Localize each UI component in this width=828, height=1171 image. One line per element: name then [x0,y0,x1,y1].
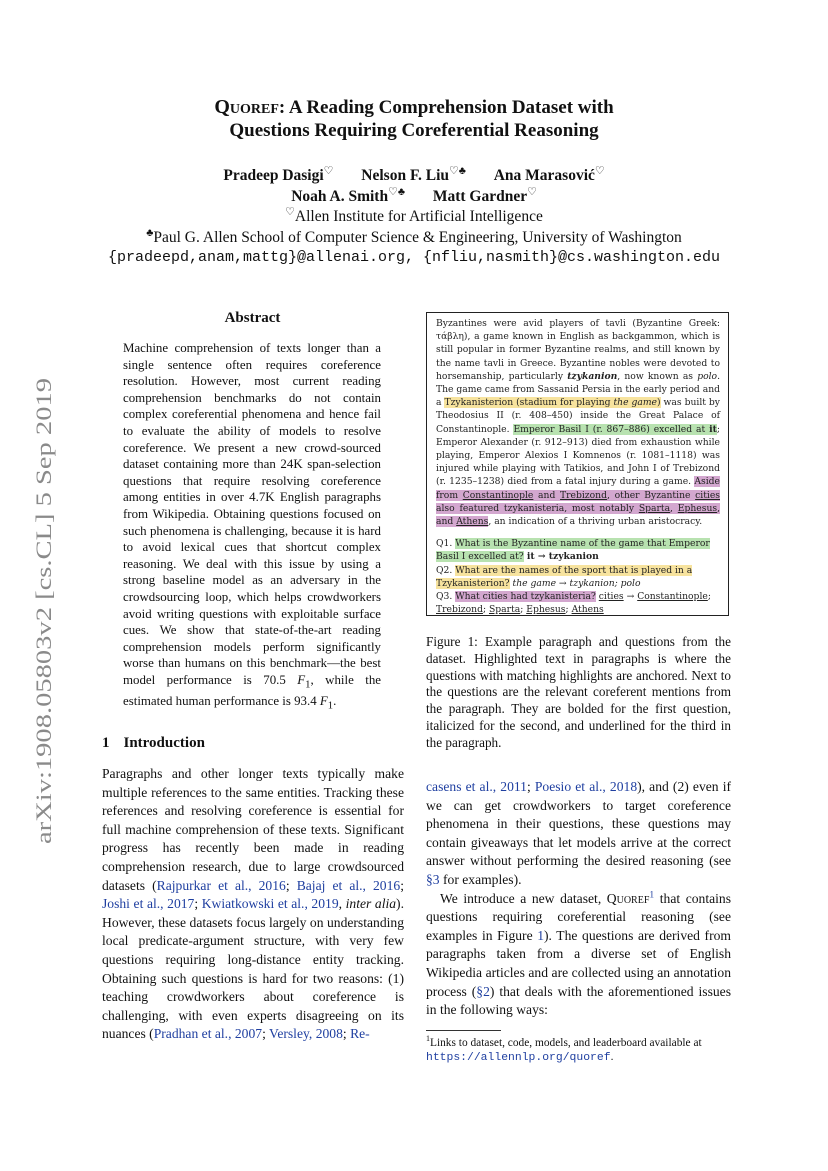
citation-link[interactable]: casens et al., 2011 [426,779,527,794]
footnote-url-link[interactable]: https://allennlp.org/quoref [426,1052,611,1065]
affiliation: ♣Paul G. Allen School of Computer Science & Engineering, University of Washington [146,226,682,246]
abstract-heading: Abstract [224,310,281,326]
highlight-q3: Aside from Constantinople and Trebizond, other Byzantine cities also featured tzykanisteria, most notably Sparta, Ephesus, and Athens [436,476,720,528]
arxiv-id: arXiv:1908.05803v2 [cs.CL] 5 Sep 2019 [31,484,56,844]
intro-column-right: casens et al., 2011; Poesio et al., 2018), and (2) even if we can get crowdworkers to target coreference phenomena in their questions, these questions may contain giveaways that let models arrive at the correct answer without performing the desired reasoning (see §3 for examples). We introduce a new dataset, Quoref$^1$ that contains questions requiring coreferential reasoning (see examples in Figure 1). The questions are derived from paragraphs taken from a diverse set of English Wikipedia articles and are collected using an annotation process (§2) that deals with the aforementioned issues in the following ways: [426,779,731,1018]
question-3: Q3. What cities had tzykanisteria? cities → Constantinople; Trebizond; Sparta; Ephesus; Athens [436,591,711,616]
author-name: Noah A. Smith♡♣ [291,185,405,205]
author-name: Nelson F. Liu♡♣ [361,164,466,184]
question-2: Q2. What are the names of the sport that is played in a Tzykanisterion? the game → tzykanion; polo [436,564,693,589]
example-paragraph: Byzantines were avid players of tavli (Byzantine Greek: τάβλη), a game known in English as backgammon, which is still popular in former Byzantine realms, and still known by the name tavli in Greece. Byzantine nobles were devoted to horsemanship, particularly tzykanion, now known as polo. The game came from Sassanid Persia in the early period and a Tzykanisterion (stadium for playing the game) was built by Theodosius II (r. 408–450) inside the Great Palace of Constantinople. Emperor Basil I (r. 867–886) excelled at it; Emperor Alexander (r. 912–913) died from exhaustion while playing, Emperor Alexios I Komnenos (r. 1081–1118) was injured while playing with Tatikios, and John I of Trebizond (r. 1235–1238) died from a fatal injury during a game. Aside from Constantinople and Trebizond, other Byzantine cities also featured tzykanisteria, most notably Sparta, Ephesus, and Athens, an indication of a thriving urban aristocracy. [436,318,720,528]
author-block [0,166,828,269]
figure-caption: Figure 1: Example paragraph and questions from the dataset. Highlighted text in paragraphs is where the questions with matching highlights are anchored. Next to the questions are the relevant coreferent mentions from the paragraph. They are bolded for the first question, italicized for the second, and underlined for the third in the paragraph. [426,634,731,750]
figure-link[interactable]: 1 [537,927,545,943]
citation-link[interactable]: Poesio et al., 2018 [534,779,638,794]
author-name: Pradeep Dasigi♡ [223,164,334,184]
citation-link[interactable]: Bajaj et al., 2016 [296,877,401,893]
highlight-q2: Tzykanisterion (stadium for playing the game) [444,397,661,409]
footnote-divider [426,1030,501,1031]
question-1: Q1. What is the Byzantine name of the game that Emperor Basil I excelled at? it → tzykanion [436,538,710,563]
arxiv-stamp [21,374,65,844]
title-line-1: : A Reading Comprehension Dataset with [278,97,614,118]
citation-link[interactable]: Kwiatkowski et al., 2019 [201,896,339,912]
author-name: Matt Gardner♡ [432,185,537,205]
citation-link[interactable]: Pradhan et al., 2007 [153,1026,263,1042]
citation-link[interactable]: Versley, 2008 [269,1026,343,1042]
dataset-name: Quoref [214,96,279,118]
intro-column-left: Paragraphs and other longer texts typically make multiple references to the same entities. Tracking these references and resolving coreference is essential for full machine comprehension of these texts. Significant progress has recently been made in reading comprehension research, due to large crowdsourced datasets (Rajpurkar et al., 2016; Bajaj et al., 2016; Joshi et al., 2017; Kwiatkowski et al., 2019, inter alia). However, these datasets focus largely on understanding local predicate-argument structure, with very few questions requiring long-distance entity tracking. Obtaining such questions is hard for two reasons: (1) teaching crowdworkers about coreference is challenging, with even experts disagreeing on its nuances (Pradhan et al., 2007; Versley, 2008; Re- [102,766,404,1042]
title-line-2: Questions Requiring Coreferential Reasoning [229,120,599,141]
figure-1-example [426,312,729,616]
citation-link[interactable]: Re- [350,1026,370,1042]
footnote-link[interactable]: 1 [649,890,655,901]
author-emails[interactable]: {pradeepd,anam,mattg}@allenai.org, {nfliu,nasmith}@cs.washington.edu [107,249,721,266]
citation-link[interactable]: Joshi et al., 2017 [102,896,195,912]
section-link[interactable]: §3 [426,871,440,887]
section-heading-introduction: 1 Introduction [102,735,205,751]
author-name: Ana Marasović♡ [493,164,605,184]
example-questions [436,537,720,616]
affiliation: ♡Allen Institute for Artificial Intelligence [285,205,543,225]
paper-title [0,96,828,142]
abstract-text: Machine comprehension of texts longer than a single sentence often requires coreference resolution. However, most current reading comprehension benchmarks do not contain complex coreferential phenomena and hence fail to evaluate the ability of models to resolve coreference. We present a new crowd-sourced dataset containing more than 24K span-selection questions that require resolving coreference among entities in over 4.7K English paragraphs from Wikipedia. Obtaining questions focused on such phenomena is challenging, because it is hard to avoid lexical cues that shortcut complex reasoning. We deal with this issue by using a strong baseline model as an adversary in the crowdsourcing loop, which helps crowdworkers avoid writing questions with exploitable surface cues. We show that state-of-the-art reading comprehension models perform significantly worse than humans on this benchmark—the best model performance is 70.5 $F_1$, while the estimated human performance is 93.4 $F_1$. [123,341,381,712]
footnote: $^1$Links to dataset, code, models, and leaderboard available at https://allennlp.org/quoref. [426,1034,702,1065]
highlight-q1: Emperor Basil I (r. 867–886) excelled at it [513,423,717,435]
section-link[interactable]: §2 [476,983,490,999]
citation-link[interactable]: Rajpurkar et al., 2016 [156,877,286,893]
